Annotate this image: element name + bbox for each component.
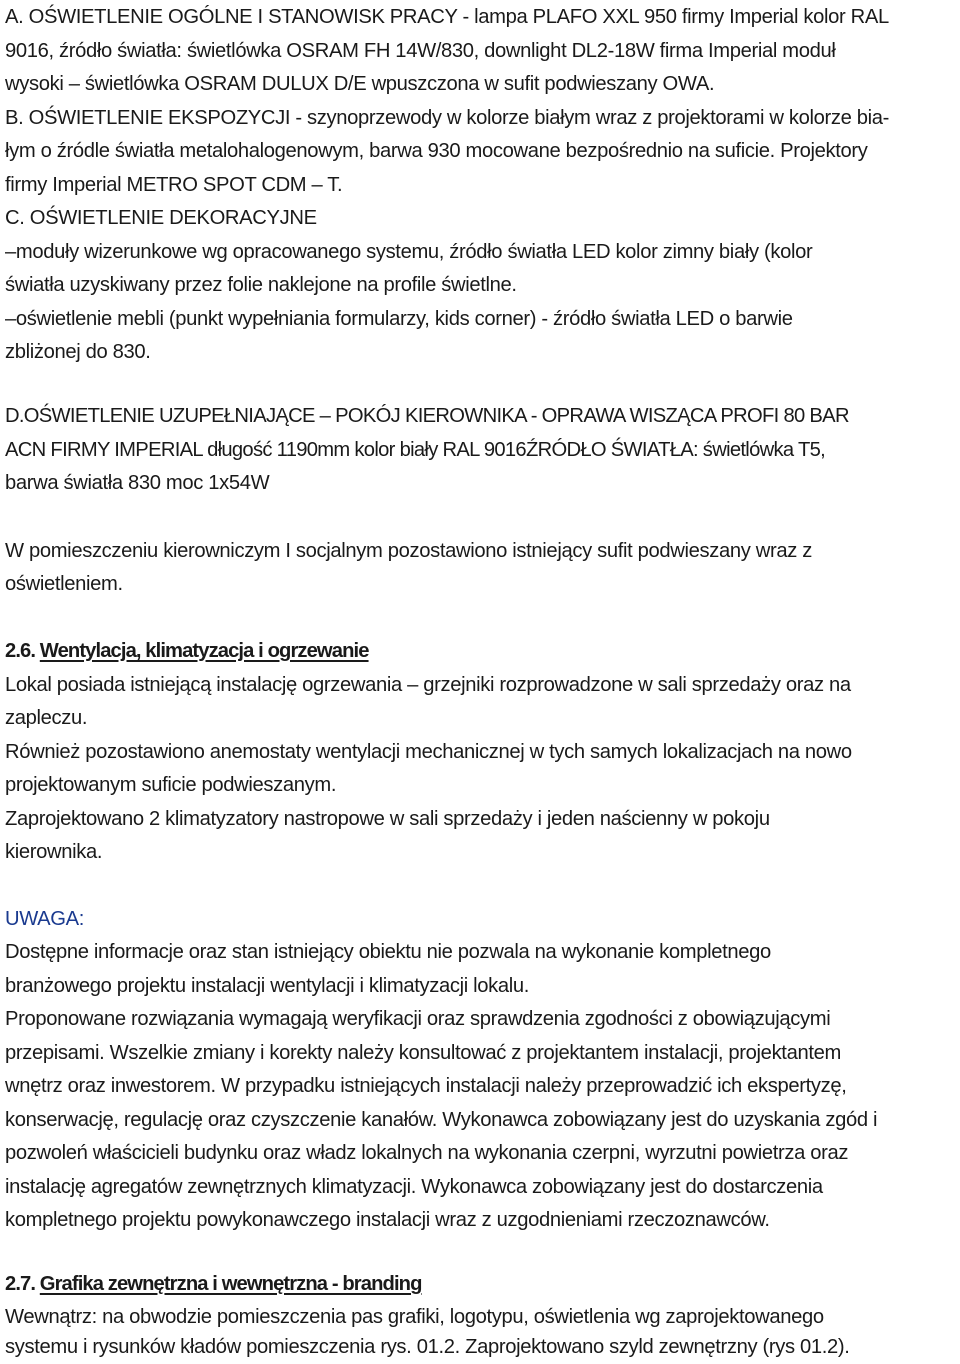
heading-2-7	[5, 1267, 422, 1301]
warning-line-6: konserwację, regulację oraz czyszczenie kanałów. Wykonawca zobowiązany jest do uzyskania zgód i	[5, 1109, 878, 1131]
section-c-title: C. OŚWIETLENIE DEKORACYJNE	[5, 207, 317, 229]
section-d-line-3: barwa światła 830 moc 1x54W	[5, 472, 270, 494]
section-b-line-1: B. OŚWIETLENIE EKSPOZYCJI - szynoprzewody w kolorze białym wraz z projektorami w kolorze bia-	[5, 107, 890, 129]
warning-line-5: wnętrz oraz inwestorem. W przypadku istniejących instalacji należy przeprowadzić ich ekspertyzę,	[5, 1075, 847, 1097]
document-page	[5, 0, 953, 1364]
section-a-line-1: A. OŚWIETLENIE OGÓLNE I STANOWISK PRACY - lampa PLAFO XXL 950 firmy Imperial kolor RAL	[5, 6, 889, 28]
heating-line-2: zapleczu.	[5, 707, 88, 729]
warning-line-2: branżowego projektu instalacji wentylacji i klimatyzacji lokalu.	[5, 975, 530, 997]
warning-label: UWAGA:	[5, 908, 85, 930]
section-a-line-3: wysoki – świetlówka OSRAM DULUX D/E wpuszczona w sufit podwieszany OWA.	[5, 73, 715, 95]
warning-line-9: kompletnego projektu powykonawczego instalacji wraz z uzgodnieniami rzeczoznawców.	[5, 1209, 770, 1231]
heating-line-1: Lokal posiada istniejącą instalację ogrzewania – grzejniki rozprowadzone w sali sprzedaży oraz na	[5, 674, 851, 696]
section-c-line-1: –moduły wizerunkowe wg opracowanego systemu, źródło światła LED kolor zimny biały (kolor	[5, 241, 813, 263]
section-d-line-2: ACN FIRMY IMPERIAL długość 1190mm kolor biały RAL 9016ŹRÓDŁO ŚWIATŁA: świetlówka T5,	[5, 439, 826, 461]
ac-line-2: kierownika.	[5, 841, 103, 863]
heading-2-7-number: 2.7.	[5, 1273, 36, 1295]
office-note-line-1: W pomieszczeniu kierowniczym I socjalnym pozostawiono istniejący sufit podwieszany wraz z	[5, 540, 812, 562]
section-c-line-2: światła uzyskiwany przez folie naklejone na profile świetlne.	[5, 274, 517, 296]
heading-2-6-number: 2.6.	[5, 640, 36, 662]
branding-line-1: Wewnątrz: na obwodzie pomieszczenia pas grafiki, logotypu, oświetlenia wg zaprojektowanego	[5, 1306, 824, 1328]
heading-2-6-title: Wentylacja, klimatyzacja i ogrzewanie	[39, 640, 369, 662]
heading-2-6	[5, 634, 369, 668]
section-c-line-4: zbliżonej do 830.	[5, 341, 151, 363]
section-a-line-2: 9016, źródło światła: świetlówka OSRAM FH 14W/830, downlight DL2-18W firma Imperial moduł	[5, 40, 836, 62]
office-note-line-2: oświetleniem.	[5, 573, 123, 595]
section-d-line-1: D.OŚWIETLENIE UZUPEŁNIAJĄCE – POKÓJ KIEROWNIKA - OPRAWA WISZĄCA PROFI 80 BAR	[5, 405, 849, 427]
ventilation-line-2: projektowanym suficie podwieszanym.	[5, 774, 337, 796]
section-c-line-3: –oświetlenie mebli (punkt wypełniania formularzy, kids corner) - źródło światła LED o barwie	[5, 308, 793, 330]
section-b-line-2: łym o źródle światła metalohalogenowym, barwa 930 mocowane bezpośrednio na suficie. Projektory	[5, 140, 868, 162]
section-b-line-3: firmy Imperial METRO SPOT CDM – T.	[5, 174, 343, 196]
heading-2-7-title: Grafika zewnętrzna i wewnętrzna - branding	[39, 1273, 422, 1295]
warning-line-8: instalację agregatów zewnętrznych klimatyzacji. Wykonawca zobowiązany jest do dostarczenia	[5, 1176, 823, 1198]
warning-line-1: Dostępne informacje oraz stan istniejący obiektu nie pozwala na wykonanie kompletnego	[5, 941, 771, 963]
ac-line-1: Zaprojektowano 2 klimatyzatory nastropowe w sali sprzedaży i jeden naścienny w pokoju	[5, 808, 770, 830]
warning-line-3: Proponowane rozwiązania wymagają weryfikacji oraz sprawdzenia zgodności z obowiązującymi	[5, 1008, 831, 1030]
warning-line-4: przepisami. Wszelkie zmiany i korekty należy konsultować z projektantem instalacji, projektantem	[5, 1042, 841, 1064]
ventilation-line-1: Również pozostawiono anemostaty wentylacji mechanicznej w tych samych lokalizacjach na nowo	[5, 741, 852, 763]
warning-line-7: pozwoleń właścicieli budynku oraz władz lokalnych na wykonania czerpni, wyrzutni powietrza oraz	[5, 1142, 849, 1164]
branding-line-2: systemu i rysunków kładów pomieszczenia rys. 01.2. Zaprojektowano szyld zewnętrzny (rys 01.2).	[5, 1336, 850, 1358]
